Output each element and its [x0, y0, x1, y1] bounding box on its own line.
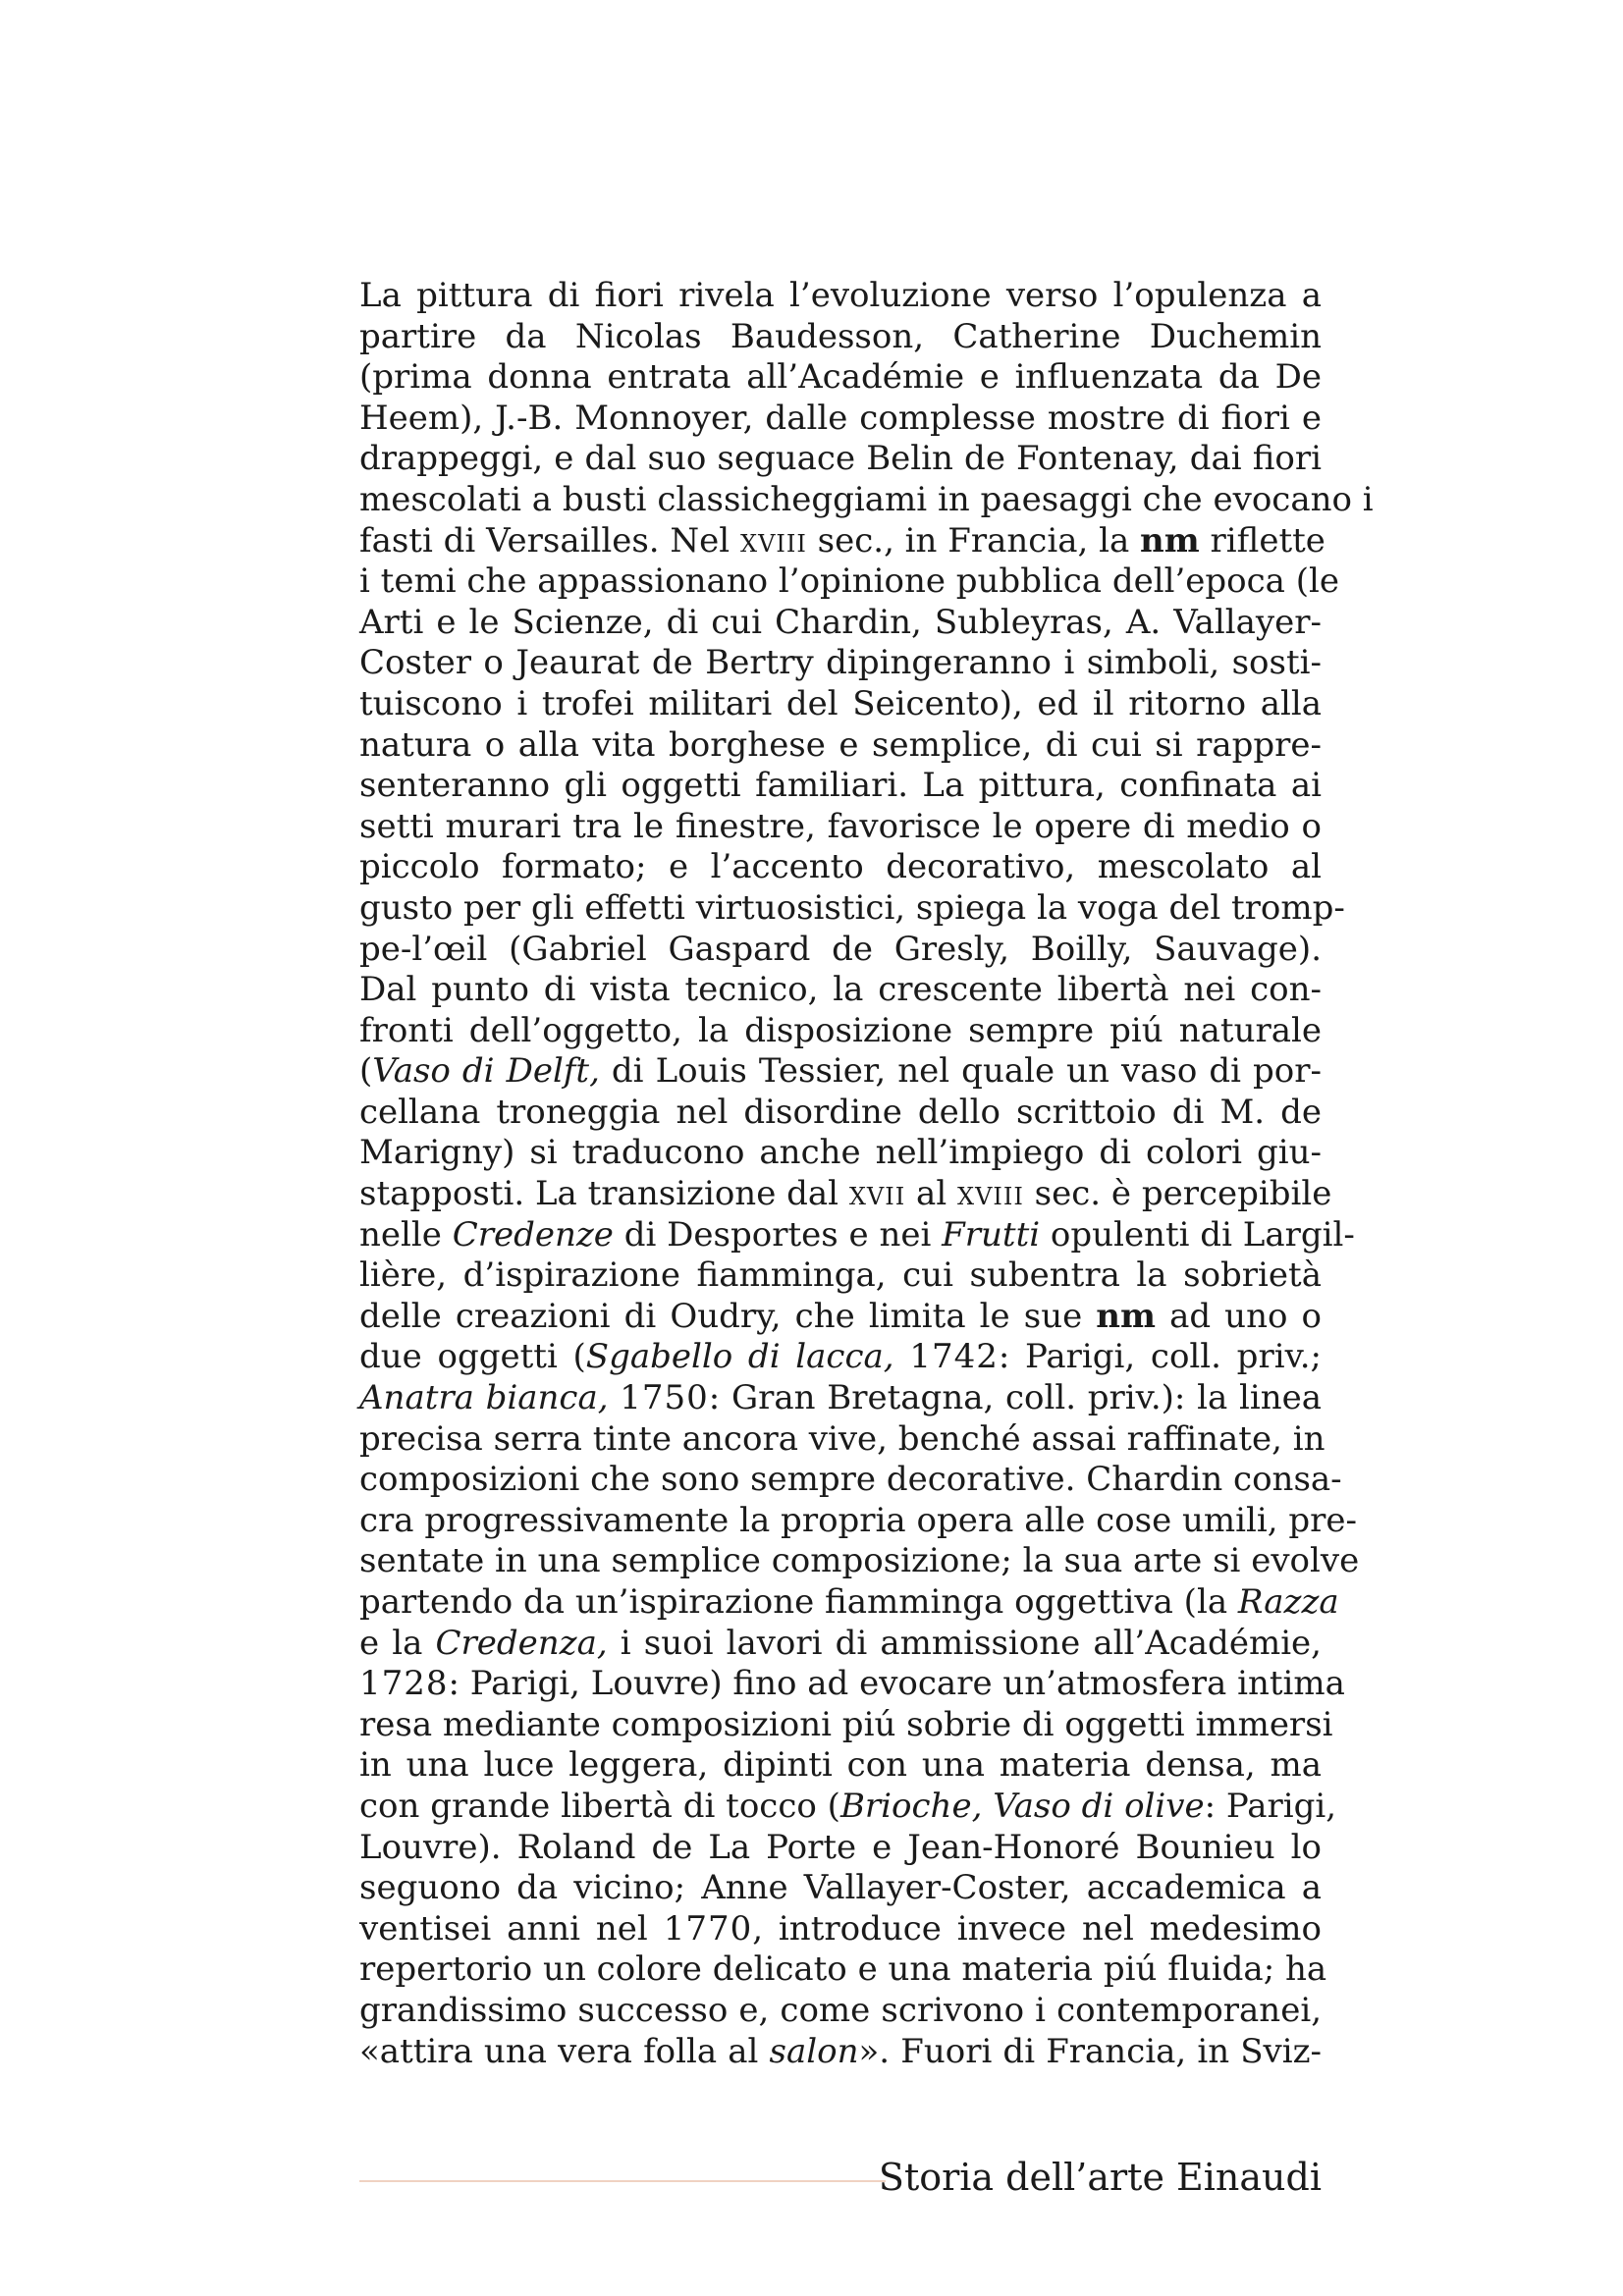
text-segment: in una luce leggera, dipinti con una materia densa, ma: [359, 1745, 1322, 1786]
text-segment: , introduce invece nel medesimo: [752, 1908, 1322, 1949]
text-line: [359, 1051, 1322, 1093]
text-line: [359, 1541, 1360, 1582]
text-segment: gusto per gli effetti virtuosistici, spiega la voga del tromp-: [359, 887, 1345, 928]
text-line: [359, 1011, 1322, 1052]
text-segment: delle creazioni di Oudry, che limita le sue: [359, 1296, 1097, 1336]
text-segment: Sgabello di lacca,: [585, 1337, 894, 1377]
text-segment: Marigny) si traducono anche nell’impiego di colori giu-: [359, 1133, 1322, 1173]
text-segment: composizioni che sono sempre decorative. Chardin consa-: [359, 1460, 1342, 1500]
text-line: [359, 1378, 1322, 1419]
text-segment: tuiscono i trofei militari del Seicento), ed il ritorno alla: [359, 683, 1322, 723]
text-segment: xviii: [739, 520, 807, 561]
text-line: [359, 603, 1322, 644]
text-line: [359, 1786, 1337, 1828]
text-segment: [609, 1378, 621, 1417]
text-segment: : Parigi, Louvre) fino ad evocare un’atmosfera intima: [448, 1664, 1345, 1704]
text-line: [359, 1664, 1345, 1705]
text-line: [359, 1745, 1322, 1787]
text-segment: fasti di Versailles. Nel: [359, 520, 740, 561]
text-segment: pe-l’œil (Gabriel Gaspard de Gresly, Boilly, Sauvage).: [359, 929, 1322, 969]
text-segment: piccolo formato; e l’accento decorativo, mescolato al: [359, 847, 1322, 887]
text-segment: seguono da vicino; Anne Vallayer-Coster, accademica a: [359, 1868, 1322, 1908]
text-segment: 1742: [909, 1337, 999, 1377]
text-segment: ventisei anni nel: [359, 1908, 664, 1949]
text-line: [359, 1624, 1322, 1665]
text-line: [359, 561, 1340, 603]
text-line: [359, 1133, 1322, 1174]
text-line: [359, 439, 1322, 480]
text-segment: «attira una vera folla al: [359, 2031, 770, 2071]
text-segment: cellana troneggia nel disordine dello scrittoio di M. de: [359, 1092, 1322, 1132]
text-segment: Credenza,: [435, 1623, 608, 1663]
text-segment: : Parigi,: [1204, 1786, 1337, 1826]
text-segment: Coster o Jeaurat de Bertry dipingeranno i simboli, sosti-: [359, 643, 1322, 683]
text-segment: di Louis Tessier, nel quale un vaso di por-: [599, 1051, 1322, 1092]
text-line: [359, 1582, 1339, 1624]
text-line: [359, 1174, 1332, 1215]
text-segment: ad uno o: [1156, 1296, 1322, 1336]
text-segment: nm: [1096, 1296, 1156, 1336]
footer-rule: [359, 2180, 886, 2182]
text-line: [359, 1828, 1322, 1869]
text-segment: stapposti. La transizione dal: [359, 1174, 849, 1214]
text-segment: Brioche, Vaso di olive: [839, 1786, 1205, 1826]
text-line: [359, 887, 1345, 930]
text-segment: Louvre). Roland de La Porte e Jean-Honoré Bounieu lo: [359, 1827, 1322, 1867]
text-segment: drappeggi, e dal suo seguace Belin de Fontenay, dai fiori: [359, 439, 1322, 479]
text-line: [359, 520, 1325, 562]
text-segment: nelle: [359, 1214, 453, 1255]
text-segment: precisa serra tinte ancora vive, benché assai raffinate, in: [359, 1418, 1325, 1459]
text-segment: [894, 1337, 910, 1376]
text-line: [359, 276, 1322, 317]
text-segment: con grande libertà di tocco (: [359, 1786, 840, 1826]
text-segment: opulenti di Largil-: [1040, 1214, 1355, 1255]
text-segment: partire da Nicolas Baudesson, Catherine Duchemin: [359, 316, 1322, 356]
text-line: [359, 930, 1322, 971]
text-line: [359, 357, 1322, 399]
text-segment: : Gran Bretagna, coll. priv.): la linea: [708, 1378, 1322, 1418]
text-line: [359, 684, 1322, 725]
text-segment: setti murari tra le finestre, favorisce le opere di medio o: [359, 806, 1322, 846]
text-line: [359, 1909, 1322, 1950]
text-line: [359, 479, 1374, 521]
text-segment: e la: [359, 1623, 436, 1663]
text-line: [359, 1418, 1325, 1461]
text-segment: natura o alla vita borghese e semplice, di cui si rappre-: [359, 724, 1322, 765]
text-segment: Vaso di Delft,: [372, 1051, 600, 1092]
text-segment: sec. è percepibile: [1023, 1174, 1332, 1214]
text-line: [359, 1460, 1342, 1501]
text-segment: nm: [1140, 520, 1200, 561]
text-line: [359, 317, 1322, 358]
body-text: [359, 276, 1374, 2072]
text-line: [359, 1297, 1322, 1338]
text-segment: La pittura di fiori rivela l’evoluzione verso l’opulenza a: [359, 276, 1322, 315]
text-line: [359, 1255, 1322, 1297]
text-line: [359, 1704, 1333, 1746]
text-segment: senteranno gli oggetti familiari. La pittura, confinata ai: [359, 766, 1322, 806]
text-segment: di Desportes e nei: [613, 1214, 943, 1255]
text-line: [359, 1991, 1322, 2032]
text-segment: lière, d’ispirazione fiamminga, cui subentra la sobrietà: [359, 1255, 1322, 1296]
text-segment: cra progressivamente la propria opera alle cose umili, pre-: [359, 1500, 1358, 1540]
text-segment: (prima donna entrata all’Académie e influenzata da De: [359, 357, 1322, 398]
text-line: [359, 643, 1322, 684]
text-segment: resa mediante composizioni piú sobrie di oggetti immersi: [359, 1704, 1333, 1744]
text-line: [359, 847, 1322, 888]
text-segment: sec., in Francia, la: [806, 520, 1141, 561]
text-line: [359, 725, 1322, 767]
text-segment: (: [359, 1051, 373, 1092]
text-segment: grandissimo successo e, come scrivono i contemporanei,: [359, 1990, 1322, 2030]
text-line: [359, 1500, 1358, 1542]
text-segment: mescolati a busti classicheggiami in paesaggi che evocano i: [359, 479, 1374, 519]
footer-title: Storia dell’arte Einaudi: [878, 2156, 1322, 2199]
text-segment: al: [905, 1174, 957, 1214]
text-segment: partendo da un’ispirazione fiamminga oggettiva (la: [359, 1582, 1238, 1622]
text-line: [359, 399, 1322, 440]
text-segment: Credenze: [452, 1214, 614, 1255]
text-line: [359, 2032, 1322, 2073]
text-line: [359, 1337, 1322, 1378]
text-segment: Frutti: [942, 1214, 1041, 1255]
text-line: [359, 1868, 1322, 1909]
text-segment: ». Fuori di Francia, in Sviz-: [858, 2031, 1322, 2071]
text-line: [359, 1093, 1322, 1134]
text-segment: Anatra bianca,: [359, 1378, 609, 1418]
text-segment: : Parigi, coll. priv.;: [998, 1337, 1323, 1377]
text-segment: Razza: [1237, 1582, 1339, 1622]
text-segment: sentate in una semplice composizione; la sua arte si evolve: [359, 1541, 1360, 1581]
text-segment: Dal punto di vista tecnico, la crescente libertà nei con-: [359, 970, 1322, 1010]
text-segment: i suoi lavori di ammissione all’Académie,: [607, 1623, 1322, 1663]
text-segment: i temi che appassionano l’opinione pubblica dell’epoca (le: [359, 561, 1340, 602]
text-segment: riflette: [1199, 520, 1325, 561]
text-segment: due oggetti (: [359, 1337, 586, 1377]
text-segment: Heem), J.-B. Monnoyer, dalle complesse mostre di fiori e: [359, 398, 1322, 438]
text-segment: xviii: [957, 1174, 1024, 1214]
text-segment: 1728: [359, 1664, 449, 1704]
text-segment: 1750: [620, 1378, 709, 1418]
text-segment: 1770: [663, 1908, 753, 1949]
text-line: [359, 807, 1322, 848]
text-segment: Arti e le Scienze, di cui Chardin, Subleyras, A. Vallayer-: [359, 602, 1322, 642]
text-line: [359, 766, 1322, 807]
text-line: [359, 970, 1322, 1011]
text-segment: repertorio un colore delicato e una materia piú fluida; ha: [359, 1949, 1327, 1990]
text-segment: salon: [769, 2031, 859, 2071]
text-segment: xvii: [848, 1174, 906, 1214]
text-line: [359, 1214, 1355, 1256]
text-line: [359, 1949, 1327, 1991]
text-segment: fronti dell’oggetto, la disposizione sempre piú naturale: [359, 1010, 1322, 1050]
